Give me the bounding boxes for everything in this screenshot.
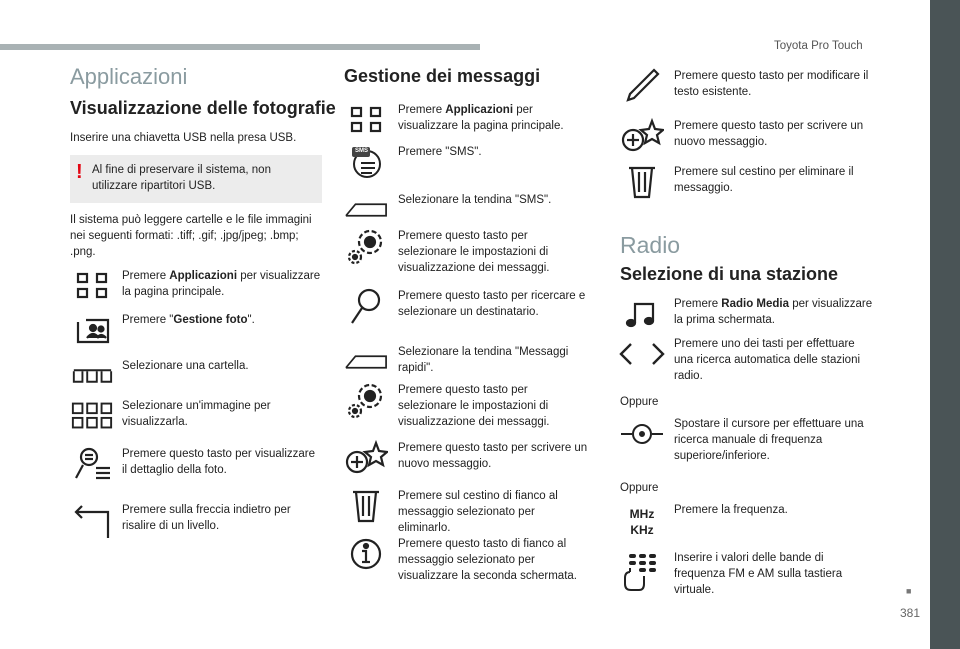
page-edge-bar [930,0,960,649]
list-item [70,358,322,394]
list-item-text: Selezionare una cartella. [122,360,249,372]
list-item-text: Premere Applicazioni per visualizzare la pagina principale. [398,104,564,132]
mhz-label: MHz [629,507,655,521]
list-item-text: Premere questo tasto per ricercare e selezionare un destinatario. [398,290,586,318]
list-item-text: Selezionare un'immagine per visualizzarla. [122,400,271,428]
settings-icon [344,228,388,264]
section-title-photos: Visualizzazione delle fotografie [70,98,336,118]
list-item-text: Premere uno dei tasti per effettuare una ricerca automatica delle stazioni radio. [674,338,861,382]
list-item-text: Premere Applicazioni per visualizzare la pagina principale. [122,270,321,298]
oppure-label-1: Oppure [620,396,659,408]
apps-grid-icon [70,268,114,304]
edit-pencil-icon [620,68,664,104]
list-item [344,288,588,324]
list-item [70,398,322,434]
oppure-label-2: Oppure [620,482,659,494]
list-item-text: Premere questo tasto di fianco al messaggio selezionato per visualizzare la seconda schermata. [398,538,577,582]
list-item-text: Premere sul cestino per eliminare il messaggio. [674,166,854,194]
apps-grid-icon [344,102,388,138]
list-item [344,228,588,276]
list-item-text: Inserire i valori delle bande di frequenza FM e AM sulla tastiera virtuale. [674,552,843,596]
list-item [616,336,870,384]
list-item-text: Premere Radio Media per visualizzare la prima schermata. [674,298,873,326]
list-item-text: Premere questo tasto per scrivere un nuovo messaggio. [398,442,588,470]
list-item [620,164,874,200]
list-item [344,440,588,476]
list-item-text: Premere questo tasto per modificare il testo esistente. [674,70,869,98]
chapter-title-radio: Radio [620,232,681,258]
list-item-text: Premere questo tasto per scrivere un nuovo messaggio. [674,120,864,148]
warning-icon: ! [76,161,83,183]
slider-cursor-icon [616,416,668,452]
list-item-text: Selezionare la tendina "Messaggi rapidi". [398,346,569,374]
info-icon [344,536,388,572]
list-item [620,296,874,332]
chevrons-icon [616,336,668,372]
list-item-text: Premere questo tasto per selezionare le impostazioni di visualizzazione dei messaggi. [398,384,550,428]
list-item [344,144,588,180]
page-number: 381 [900,606,921,620]
new-message-icon [344,440,388,476]
new-message-icon [620,118,664,154]
list-item [70,312,322,348]
list-item-text: Premere "SMS". [398,146,482,158]
list-item [344,192,588,228]
list-item-text: Premere "Gestione foto". [122,314,255,326]
khz-label: KHz [630,523,654,537]
list-item-text: Premere questo tasto per visualizzare il dettaglio della foto. [122,448,316,476]
search-icon [344,288,388,324]
list-item [344,536,590,584]
section-title-station: Selezione di una stazione [620,264,839,284]
photo-details-icon [70,446,114,482]
list-item-text: Premere sulla freccia indietro per risalire di un livello. [122,504,291,532]
list-item [344,488,588,536]
image-grid-icon [70,398,114,434]
warning-text: Al fine di preservare il sistema, non utilizzare ripartitori USB. [92,164,271,192]
warning-box [70,155,322,203]
continue-marker: ■ [906,586,912,596]
top-bar [0,44,480,50]
usb-instruction: Inserire una chiavetta USB nella presa USB. [70,132,297,144]
list-item [70,502,322,538]
trash-icon [344,488,388,524]
frequency-icon [620,502,664,542]
list-item-text: Premere la frequenza. [674,504,788,516]
running-header: Toyota Pro Touch [774,40,863,52]
list-item [344,102,588,138]
formats-text: Il sistema può leggere cartelle e le file immagini nei seguenti formati: .tiff; .gif; .jpg/jpeg; .bmp; .png. [70,214,312,258]
list-item [344,382,588,430]
list-item [344,344,588,380]
settings-icon [344,382,388,418]
keypad-icon [620,550,664,594]
list-item [620,68,874,104]
music-note-icon [620,296,664,332]
list-item-text: Premere questo tasto per selezionare le impostazioni di visualizzazione dei messaggi. [398,230,550,274]
list-item-text: Selezionare la tendina "SMS". [398,194,552,206]
list-item [70,268,322,304]
chapter-title-applicazioni: Applicazioni [70,64,188,89]
tab-icon [344,192,388,228]
list-item [616,416,870,464]
trash-icon [620,164,664,200]
list-item [70,446,322,482]
list-item [620,118,874,154]
folders-icon [70,358,114,394]
list-item [620,550,874,598]
tab-icon [344,344,388,380]
sms-icon [344,144,388,180]
section-title-messages: Gestione dei messaggi [344,66,541,86]
list-item-text: Premere sul cestino di fianco al messaggio selezionato per eliminarlo. [398,490,558,534]
back-arrow-icon [70,502,114,538]
photo-management-icon [70,312,114,348]
list-item [620,502,874,542]
sms-icon-label: SMS [355,148,369,154]
list-item-text: Spostare il cursore per effettuare una ricerca manuale di frequenza superiore/inferiore. [674,418,864,462]
